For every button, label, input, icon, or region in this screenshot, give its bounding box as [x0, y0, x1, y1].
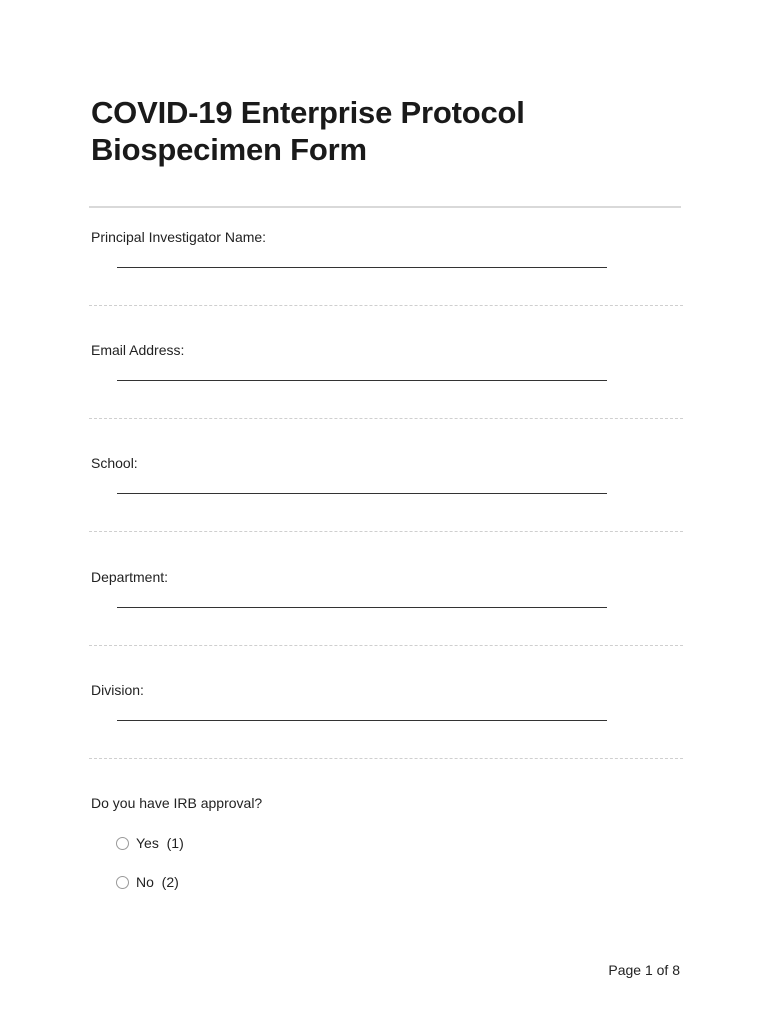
question-label: Principal Investigator Name: — [91, 229, 267, 245]
question-label: School: — [91, 455, 138, 471]
form-title: COVID-19 Enterprise Protocol Biospecimen Form — [91, 95, 525, 167]
question-division — [91, 682, 683, 795]
irb-approval-question-label: Do you have IRB approval? — [91, 795, 263, 811]
question-school — [91, 455, 683, 568]
email-address-field[interactable] — [117, 380, 607, 381]
radio-option-label: Yes (1) — [136, 834, 184, 851]
irb-option-yes[interactable] — [116, 834, 184, 852]
question-divider — [89, 645, 683, 646]
question-divider — [89, 418, 683, 419]
question-label: Department: — [91, 569, 169, 585]
question-divider — [89, 531, 683, 532]
department-field[interactable] — [117, 607, 607, 608]
question-label: Division: — [91, 682, 144, 698]
question-principal-investigator-name — [91, 229, 683, 342]
radio-button-icon[interactable] — [116, 837, 129, 850]
irb-option-no[interactable] — [116, 873, 179, 891]
page-number: Page 1 of 8 — [608, 962, 680, 978]
question-label: Email Address: — [91, 342, 185, 358]
title-divider — [89, 206, 681, 208]
question-department — [91, 569, 683, 682]
radio-button-icon[interactable] — [116, 876, 129, 889]
division-field[interactable] — [117, 720, 607, 721]
question-divider — [89, 305, 683, 306]
question-email-address — [91, 342, 683, 455]
school-field[interactable] — [117, 493, 607, 494]
radio-option-label: No (2) — [136, 873, 179, 890]
principal-investigator-name-field[interactable] — [117, 267, 607, 268]
question-divider — [89, 758, 683, 759]
